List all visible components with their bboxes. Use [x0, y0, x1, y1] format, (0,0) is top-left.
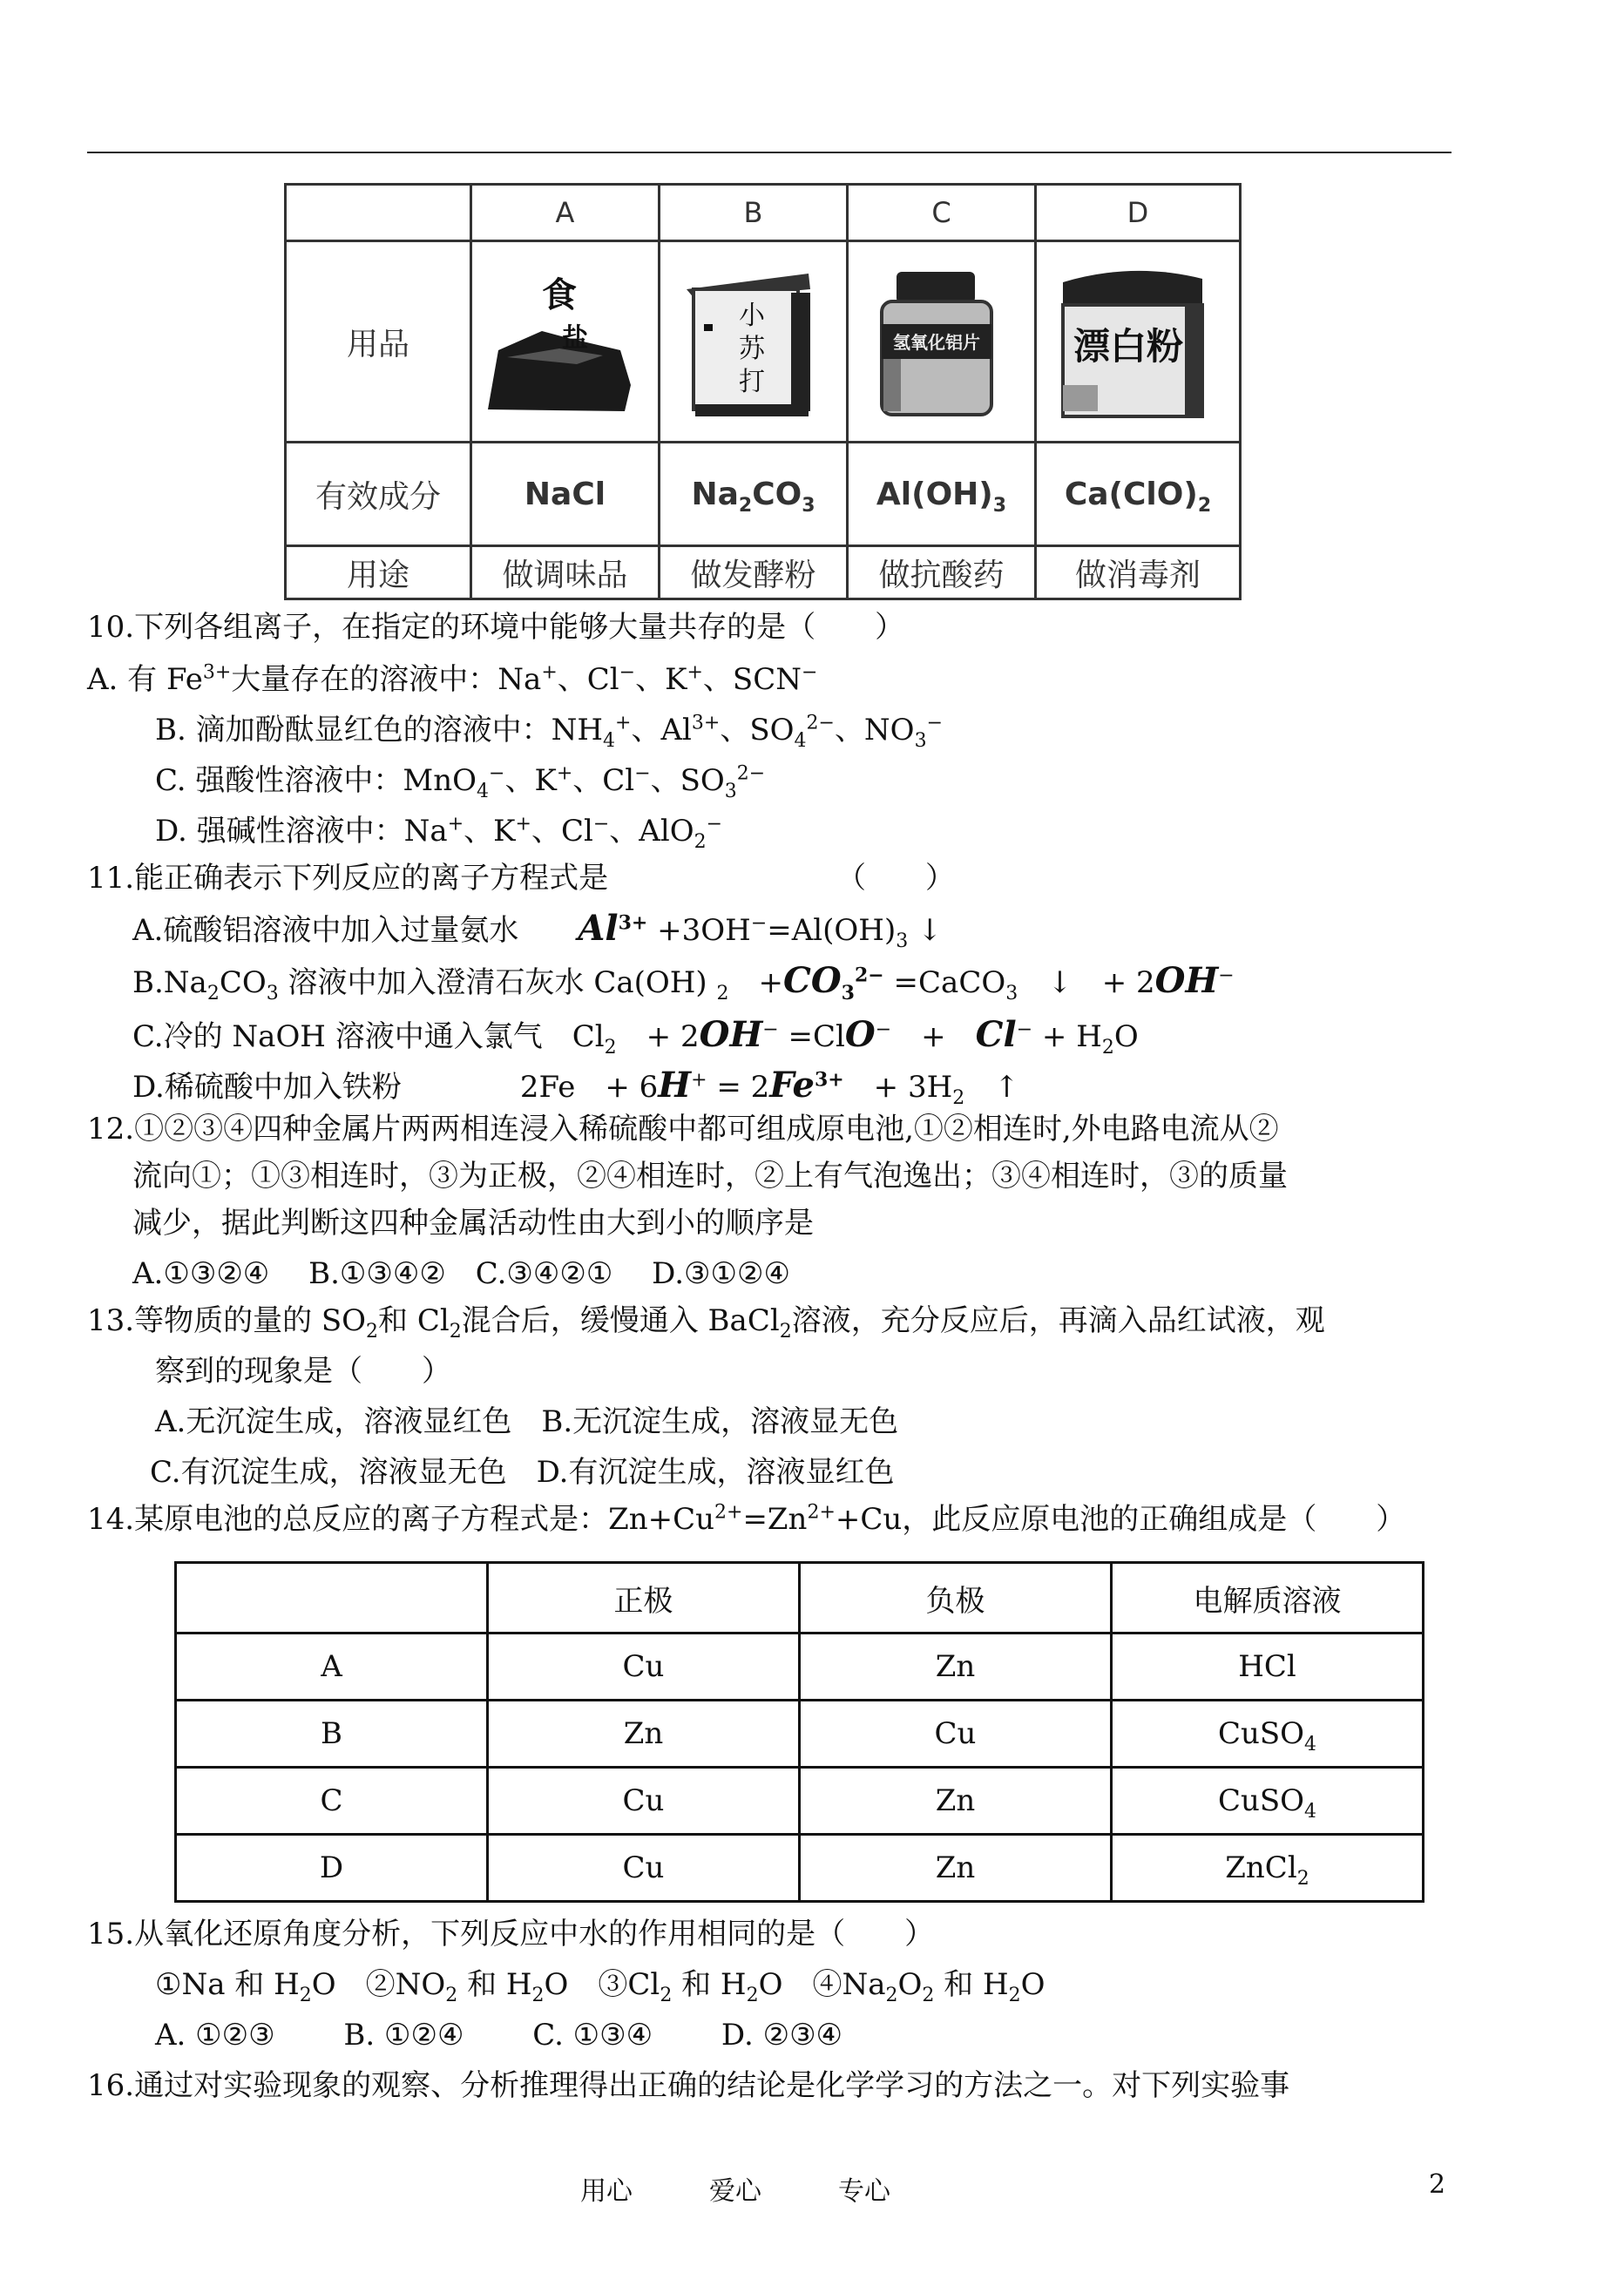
q10-option-a: A. 有 $Fe^{3+}$大量存在的溶液中：Na+、Cl−、K+、SCN−	[87, 661, 818, 697]
ingredient-cell: $Al(OH)_3$	[848, 443, 1036, 546]
q12-line-1: 12.①②③④四种金属片两两相连浸入稀硫酸中都可组成原电池,①②相连时,外电路电流从②	[87, 1112, 1279, 1146]
q13-options-cd: C.有沉淀生成，溶液显无色 D.有沉淀生成，溶液显红色	[150, 1455, 895, 1490]
q13-text-c: 混合后，缓慢通入 BaCl	[461, 1303, 780, 1338]
q15-items: ①Na 和 $H_2O$ $②NO_2$ 和 $H_2O$ $③Cl_2$ 和 $H_2O$ $④Na_2O_2$ 和 $H_2O$	[155, 1967, 1045, 2006]
q16-stem: 16.通过对实验现象的观察、分析推理得出正确的结论是化学学习的方法之一。对下列实验事	[87, 2068, 1290, 2103]
q11-d-label: D.稀硫酸中加入铁粉	[132, 1070, 402, 1105]
q14-stem-c: +Cu，此反应原电池的正确组成是（ ）	[835, 1502, 1406, 1537]
table-header	[176, 1563, 488, 1634]
q11-b-label: B.Na	[132, 965, 207, 1000]
bottle-label: 氢氧化铝片	[893, 332, 980, 353]
table-header: 负极	[800, 1563, 1112, 1634]
soda-char-1: 小	[739, 301, 765, 331]
header-cell	[286, 185, 471, 241]
q12-options: A.①③②④ B.①③④② C.③④②① D.③①②④	[132, 1256, 790, 1291]
q14-stem-a: 14.某原电池的总反应的离子方程式是：Zn+Cu	[87, 1502, 714, 1537]
header-cell: A	[471, 185, 660, 241]
table-header: 电解质溶液	[1112, 1563, 1424, 1634]
ingredient-cell: $Na_2CO_3$	[660, 443, 848, 546]
q14-stem-b: =Zn	[742, 1502, 808, 1537]
q10-d-prefix: D. 强碱性溶液中：Na	[155, 814, 448, 849]
soda-char-3: 打	[739, 367, 765, 397]
salt-char-1: 食	[542, 275, 577, 315]
bleach-label: 漂白粉	[1073, 325, 1184, 368]
header-cell: D	[1036, 185, 1241, 241]
q14-stem: 14.某原电池的总反应的离子方程式是：$Zn+Cu^{2+}=Zn^{2+}+Cu$，此反应原电池的正确组成是（ ）	[87, 1501, 1406, 1537]
header-cell: C	[848, 185, 1036, 241]
table-cell: Zn	[800, 1835, 1112, 1902]
header-cell: B	[660, 185, 848, 241]
q13-text-d: 溶液，充分反应后，再滴入品红试液，观	[791, 1303, 1325, 1338]
q11-option-c: C.冷的 NaOH 溶液中通入氯气 $Cl_2$ + 2OH− =ClO− + $Cl^- + H_2O$	[132, 1014, 1139, 1059]
row-label: 用品	[286, 241, 471, 443]
use-cell: 做发酵粉	[660, 546, 848, 599]
q13-line-2: 察到的现象是（ ）	[155, 1354, 451, 1389]
table-cell: C	[176, 1768, 488, 1835]
q11-option-b: $B.Na_2CO_3$ 溶液中加入澄清石灰水 Ca(OH) $_2$ $+CO_3^{2-}$ =CaCO$_3$ ↓ + 2OH−	[132, 960, 1235, 1004]
row-label: 用途	[286, 546, 471, 599]
table-row	[176, 1701, 1424, 1768]
q11-a-label: A.硫酸铝溶液中加入过量氨水	[132, 913, 519, 948]
q11-stem: 11.能正确表示下列反应的离子方程式是	[87, 861, 609, 896]
table-cell: Cu	[488, 1768, 800, 1835]
q15-options: A. ①②③ B. ①②④ C. ①③④ D. ②③④	[155, 2018, 843, 2053]
q12-line-3: 减少，据此判断这四种金属活动性由大到小的顺序是	[132, 1206, 814, 1241]
q10-stem: 10.下列各组离子，在指定的环境中能够大量共存的是（ ）	[87, 610, 905, 645]
row-label: 有效成分	[286, 443, 471, 546]
q10-a-suffix: 大量存在的溶液中：Na	[231, 662, 542, 697]
ingredient-cell: $Ca(ClO)_2$	[1036, 443, 1241, 546]
q13-text-b: 和 Cl	[378, 1303, 450, 1338]
table-cell: CuSO$_4$	[1112, 1701, 1424, 1768]
use-cell: 做消毒剂	[1036, 546, 1241, 599]
salt-package-image	[471, 241, 660, 443]
q11-c-label: C.冷的 NaOH 溶液中通入氯气	[132, 1019, 543, 1054]
antacid-bottle-image	[848, 241, 1036, 443]
q10-option-b: B. 滴加酚酞显红色的溶液中：$NH_4^+$、$Al^{3+}$、$SO_4^{2-}$、$NO_3^-$	[155, 712, 943, 752]
table-header: 正极	[488, 1563, 800, 1634]
q10-b-prefix: B. 滴加酚酞显红色的溶液中：NH	[155, 713, 604, 747]
header-rule	[87, 152, 1451, 153]
page-number: 2	[1429, 2169, 1446, 2200]
footer-motto-2: 爱心	[709, 2176, 761, 2207]
table-row	[176, 1835, 1424, 1902]
q13-line-1: 13.等物质的量的 $SO_2$和 $Cl_2$混合后，缓慢通入 BaCl$_2$溶液，充分反应后，再滴入品红试液，观	[87, 1303, 1325, 1343]
table-cell: Zn	[800, 1634, 1112, 1701]
q10-option-d: D. 强碱性溶液中：Na+、K+、Cl−、AlO$_2$−	[155, 813, 723, 853]
q11-answer-paren: （ ）	[836, 861, 955, 896]
q10-a-prefix: A. 有 Fe	[87, 662, 203, 697]
table-cell: B	[176, 1701, 488, 1768]
table-row	[176, 1768, 1424, 1835]
q10-option-c: C. 强酸性溶液中：MnO$_4$−、K+、Cl−、$SO_3^{2-}$	[155, 762, 766, 802]
q13-text-a: 13.等物质的量的 SO	[87, 1303, 367, 1338]
q11-option-d: D.稀硫酸中加入铁粉 2Fe + $6H^+ = 2Fe^{3+}$ + $3H_2$ ↑	[132, 1065, 1019, 1109]
table-row	[176, 1634, 1424, 1701]
footer-motto-3: 专心	[838, 2176, 890, 2207]
q14-answer-table	[174, 1561, 1424, 1903]
q13-options-ab: A.无沉淀生成，溶液显红色 B.无沉淀生成，溶液显无色	[155, 1404, 899, 1439]
salt-char-2: 盐	[562, 323, 588, 354]
table-cell: A	[176, 1634, 488, 1701]
ingredient-cell: NaCl	[471, 443, 660, 546]
table-cell: Cu	[800, 1701, 1112, 1768]
table-cell: ZnCl$_2$	[1112, 1835, 1424, 1902]
footer-motto-1: 用心	[580, 2176, 633, 2207]
use-cell: 做抗酸药	[848, 546, 1036, 599]
soda-char-2: 苏	[739, 334, 765, 364]
product-table	[284, 183, 1242, 600]
q15-stem: 15.从氧化还原角度分析，下列反应中水的作用相同的是（ ）	[87, 1917, 935, 1951]
table-cell: Cu	[488, 1835, 800, 1902]
q11-option-a: A.硫酸铝溶液中加入过量氨水 $Al^{3+} +3OH^-=Al(OH)_3$ ↓	[132, 908, 943, 952]
table-cell: Cu	[488, 1634, 800, 1701]
table-cell: CuSO$_4$	[1112, 1768, 1424, 1835]
table-cell: Zn	[488, 1701, 800, 1768]
baking-soda-package-image	[660, 241, 848, 443]
table-cell: D	[176, 1835, 488, 1902]
bleach-powder-image	[1036, 241, 1241, 443]
q10-c-prefix: C. 强酸性溶液中：MnO	[155, 763, 477, 798]
table-cell: HCl	[1112, 1634, 1424, 1701]
use-cell: 做调味品	[471, 546, 660, 599]
table-cell: Zn	[800, 1768, 1112, 1835]
q12-line-2: 流向①；①③相连时，③为正极，②④相连时，②上有气泡逸出；③④相连时，③的质量	[132, 1159, 1288, 1194]
